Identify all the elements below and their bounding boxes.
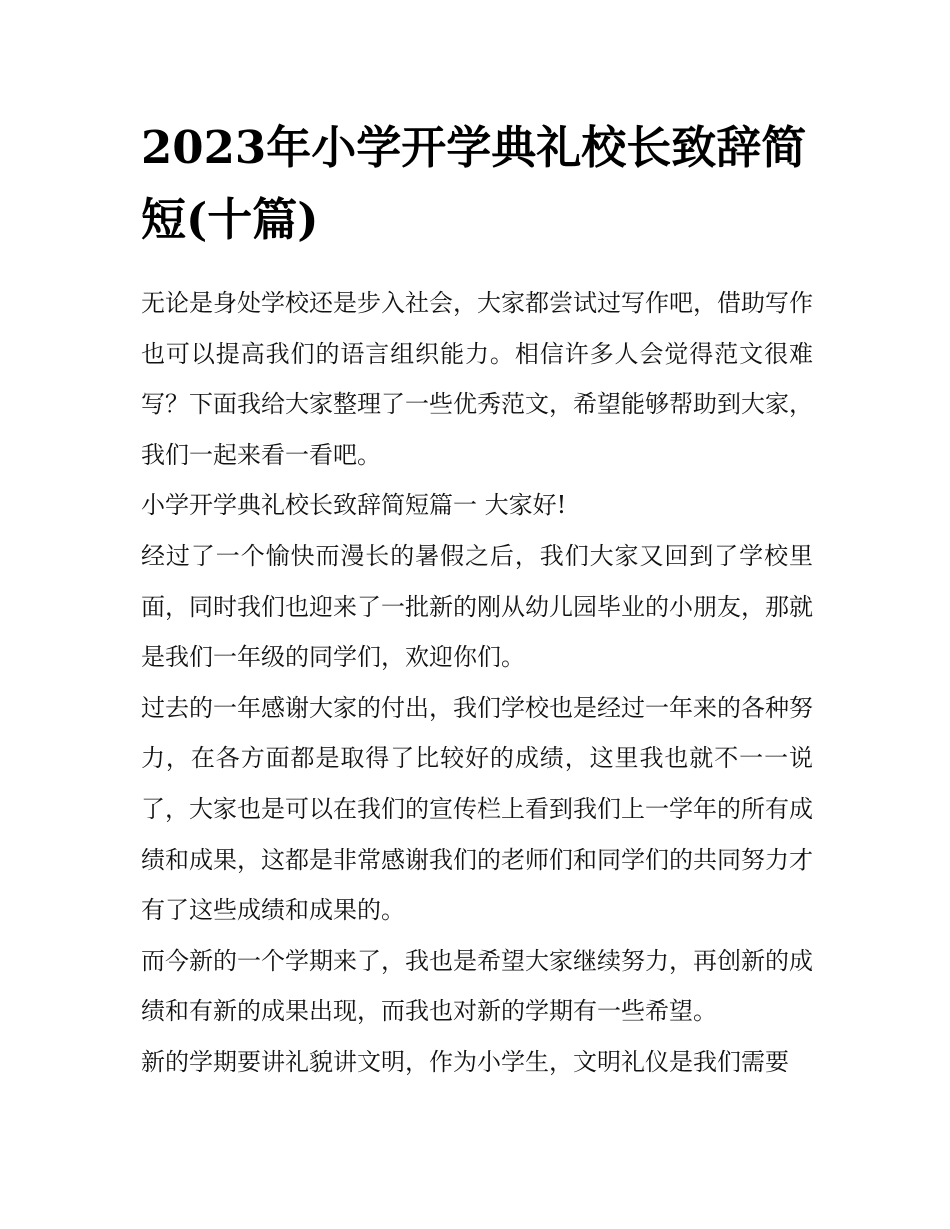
document-page <box>141 112 813 1088</box>
paragraph-intro: 无论是身处学校还是步入社会，大家都尝试过写作吧，借助写作也可以提高我们的语言组织能力。相信许多人会觉得范文很难写？下面我给大家整理了一些优秀范文，希望能够帮助到大家，我们一起来看一看吧。 <box>141 289 813 469</box>
document-body <box>141 278 813 1088</box>
paragraph-new-semester: 而今新的一个学期来了，我也是希望大家继续努力，再创新的成绩和有新的成果出现，而我也对新的学期有一些希望。 <box>141 946 813 1026</box>
paragraph-welcome: 经过了一个愉快而漫长的暑假之后，我们大家又回到了学校里面，同时我们也迎来了一批新的刚从幼儿园毕业的小朋友，那就是我们一年级的同学们，欢迎你们。 <box>141 541 813 672</box>
paragraph-etiquette: 新的学期要讲礼貌讲文明，作为小学生，文明礼仪是我们需要 <box>141 1047 789 1076</box>
paragraph-section-heading: 小学开学典礼校长致辞简短篇一 大家好! <box>141 491 567 520</box>
paragraph-achievements: 过去的一年感谢大家的付出，我们学校也是经过一年来的各种努力，在各方面都是取得了比较好的成绩，这里我也就不一一说了，大家也是可以在我们的宣传栏上看到我们上一学年的所有成绩和成果，这都是非常感谢我们的老师们和同学们的共同努力才有了这些成绩和成果的。 <box>141 693 813 925</box>
document-title: 2023年小学开学典礼校长致辞简短(十篇) <box>141 121 807 246</box>
